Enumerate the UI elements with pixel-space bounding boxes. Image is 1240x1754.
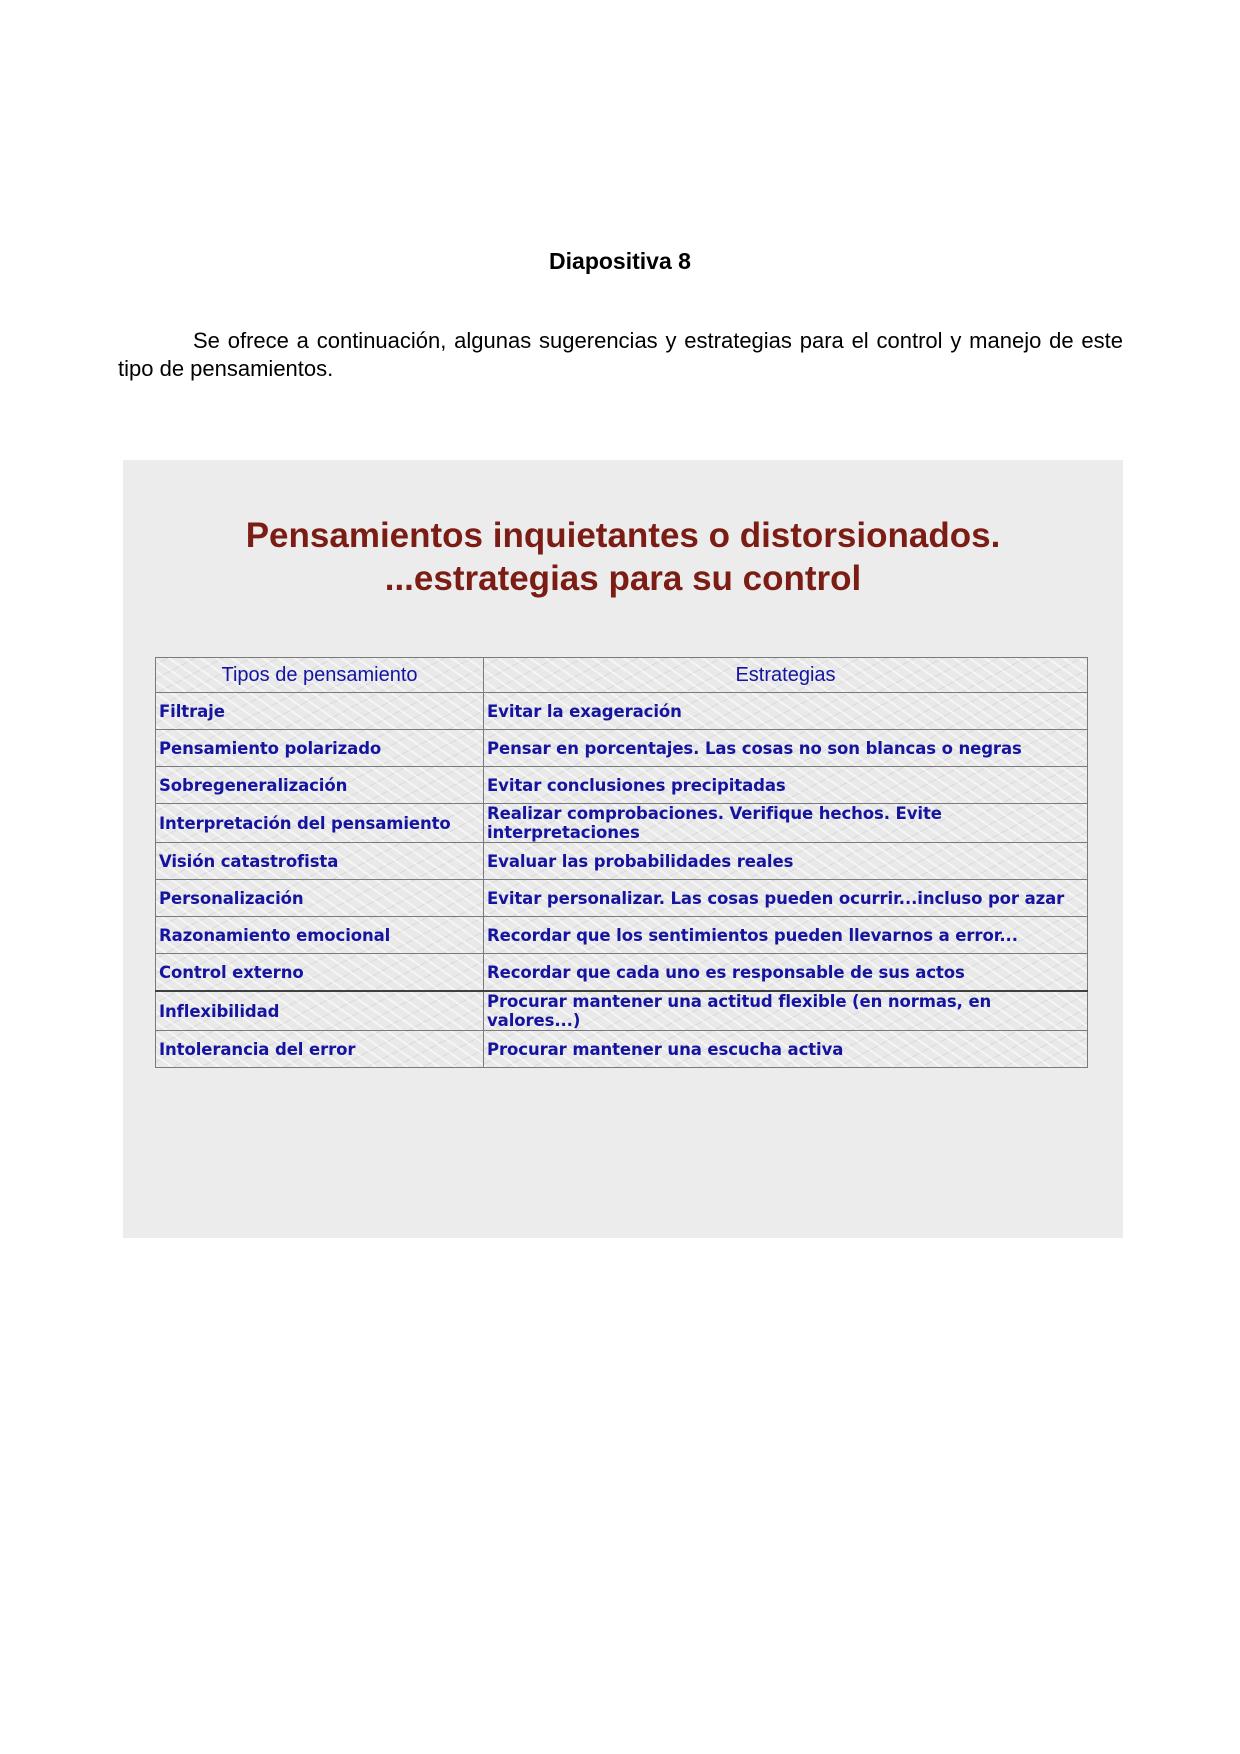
cell-estrategia: Evitar personalizar. Las cosas pueden ocurrir...incluso por azar [484, 880, 1088, 917]
cell-tipo: Intolerancia del error [156, 1031, 484, 1068]
cell-tipo: Interpretación del pensamiento [156, 804, 484, 843]
table-row [156, 880, 1088, 917]
table-row [156, 730, 1088, 767]
cell-tipo: Visión catastrofista [156, 843, 484, 880]
cell-estrategia: Evaluar las probabilidades reales [484, 843, 1088, 880]
cell-estrategia: Pensar en porcentajes. Las cosas no son blancas o negras [484, 730, 1088, 767]
table-row [156, 804, 1088, 843]
slide-image [123, 460, 1123, 1238]
table-row [156, 843, 1088, 880]
cell-tipo: Inflexibilidad [156, 991, 484, 1031]
cell-estrategia: Realizar comprobaciones. Verifique hechos. Evite interpretaciones [484, 804, 1088, 843]
slide-title-line-1: Pensamientos inquietantes o distorsionados. [245, 516, 1001, 555]
header-estrategias: Estrategias [484, 658, 1088, 693]
cell-tipo: Pensamiento polarizado [156, 730, 484, 767]
cell-tipo: Control externo [156, 954, 484, 992]
cell-tipo: Filtraje [156, 693, 484, 730]
cell-estrategia: Procurar mantener una escucha activa [484, 1031, 1088, 1068]
table-row [156, 767, 1088, 804]
cell-estrategia: Evitar conclusiones precipitadas [484, 767, 1088, 804]
cell-estrategia: Procurar mantener una actitud flexible (en normas, en valores...) [484, 991, 1088, 1031]
table-row [156, 917, 1088, 954]
table-row [156, 693, 1088, 730]
strategies-table [155, 657, 1088, 1068]
intro-paragraph: Se ofrece a continuación, algunas sugerencias y estrategias para el control y manejo de este tipo de pensamientos. [118, 328, 1123, 381]
cell-estrategia: Evitar la exageración [484, 693, 1088, 730]
table-row [156, 1031, 1088, 1068]
page-heading: Diapositiva 8 [549, 248, 691, 274]
cell-tipo: Razonamiento emocional [156, 917, 484, 954]
cell-tipo: Personalización [156, 880, 484, 917]
cell-estrategia: Recordar que los sentimientos pueden llevarnos a error... [484, 917, 1088, 954]
slide-title [123, 514, 1123, 600]
cell-estrategia: Recordar que cada uno es responsable de sus actos [484, 954, 1088, 992]
header-tipos: Tipos de pensamiento [156, 658, 484, 693]
table-row [156, 954, 1088, 992]
slide-title-line-2: ...estrategias para su control [384, 559, 862, 598]
table-header-row [156, 658, 1088, 693]
table-row [156, 991, 1088, 1031]
cell-tipo: Sobregeneralización [156, 767, 484, 804]
